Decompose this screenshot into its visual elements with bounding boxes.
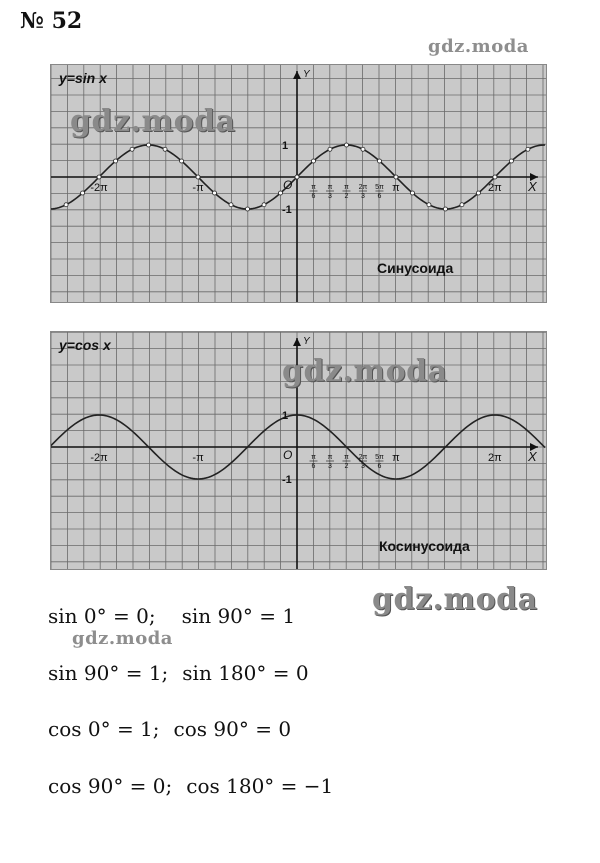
x-tick-label: π xyxy=(311,454,316,461)
x-axis-label: X xyxy=(528,179,537,194)
curve-point xyxy=(460,203,464,207)
origin-label: O xyxy=(283,178,293,192)
watermark-bottom: gdz.moda xyxy=(372,582,538,617)
x-tick-label: π xyxy=(344,454,349,461)
x-tick-label: 6 xyxy=(377,193,382,200)
curve-point xyxy=(64,203,68,207)
curve-point xyxy=(509,159,513,163)
x-tick-label: 6 xyxy=(311,193,316,200)
x-tick-label: π xyxy=(344,184,349,191)
curve-point xyxy=(163,147,167,151)
y-tick-label: -1 xyxy=(282,474,292,486)
x-tick-label: 6 xyxy=(377,463,382,470)
equation-text: cos 0° = 1; xyxy=(48,717,160,741)
chart-title: y=sin x xyxy=(59,70,107,86)
problem-number: № 52 xyxy=(20,8,83,34)
x-tick-label: 2π xyxy=(488,182,502,194)
sine-chart xyxy=(50,64,547,303)
equation-text: cos 180° = −1 xyxy=(186,774,334,798)
x-tick-label: 3 xyxy=(328,193,332,200)
chart-caption: Синусоида xyxy=(377,260,454,276)
curve-point xyxy=(180,159,184,163)
curve-point xyxy=(295,175,299,179)
curve-point xyxy=(394,175,398,179)
watermark-cosine: gdz.moda xyxy=(282,354,448,389)
sine-chart-svg xyxy=(51,65,546,302)
watermark-sine: gdz.moda xyxy=(70,104,236,139)
x-tick-label: 6 xyxy=(311,463,316,470)
equation-row-3 xyxy=(48,717,317,741)
curve-point xyxy=(97,175,101,179)
equation-text: cos 90° = 0; xyxy=(48,774,173,798)
curve-point xyxy=(130,147,134,151)
curve-point xyxy=(311,159,315,163)
equation-text: sin 0° = 0; xyxy=(48,604,156,628)
y-axis-arrow xyxy=(293,338,301,346)
equation-row-1 xyxy=(48,604,321,628)
x-tick-label: 2π xyxy=(358,454,368,461)
curve-point xyxy=(377,159,381,163)
equation-row-2 xyxy=(48,661,335,685)
x-tick-label: 2 xyxy=(344,463,349,470)
y-axis-label: Y xyxy=(303,336,310,347)
x-tick-label: π xyxy=(327,184,333,191)
chart-title: y=cos x xyxy=(59,337,111,353)
y-axis-label: Y xyxy=(303,69,310,80)
x-tick-label: π xyxy=(311,184,316,191)
curve-point xyxy=(114,159,118,163)
x-tick-label: π xyxy=(392,182,400,194)
curve-point xyxy=(476,191,480,195)
curve-point xyxy=(361,147,365,151)
curve-point xyxy=(328,147,332,151)
x-tick-label: 3 xyxy=(328,463,332,470)
x-tick-label: π xyxy=(327,454,333,461)
curve-point xyxy=(493,175,497,179)
x-tick-label: -2π xyxy=(90,452,108,464)
x-tick-label: -π xyxy=(192,182,204,194)
x-tick-label: -2π xyxy=(90,182,108,194)
curve-point xyxy=(213,191,217,195)
equation-text: sin 90° = 1 xyxy=(181,604,296,628)
equation-text: sin 90° = 1; xyxy=(48,661,169,685)
x-tick-label: 5π xyxy=(375,454,384,461)
x-tick-label: 2 xyxy=(344,193,349,200)
curve-point xyxy=(229,203,233,207)
curve-point xyxy=(196,175,200,179)
x-tick-label: 3 xyxy=(361,463,365,470)
watermark-top-right: gdz.moda xyxy=(428,36,529,57)
curve-point xyxy=(427,203,431,207)
curve-point xyxy=(526,147,530,151)
equation-text: sin 180° = 0 xyxy=(182,661,309,685)
x-tick-label: π xyxy=(392,452,400,464)
equation-text: cos 90° = 0 xyxy=(173,717,292,741)
curve-point xyxy=(147,143,151,147)
watermark-equations: gdz.moda xyxy=(72,628,173,649)
curve-point xyxy=(81,191,85,195)
origin-label: O xyxy=(283,448,293,462)
curve-point xyxy=(410,191,414,195)
equation-row-4 xyxy=(48,774,359,798)
x-axis-label: X xyxy=(528,449,537,464)
curve-point xyxy=(443,207,447,211)
x-tick-label: 5π xyxy=(375,184,384,191)
x-tick-label: 2π xyxy=(488,452,502,464)
y-tick-label: -1 xyxy=(282,204,292,216)
y-tick-label: 1 xyxy=(282,410,289,422)
chart-caption: Косинусоида xyxy=(379,538,470,554)
curve-point xyxy=(344,143,348,147)
curve-point xyxy=(246,207,250,211)
y-axis-arrow xyxy=(293,71,301,79)
x-tick-label: 2π xyxy=(358,184,368,191)
curve-point xyxy=(262,203,266,207)
x-tick-label: 3 xyxy=(361,193,365,200)
curve-point xyxy=(279,191,283,195)
y-tick-label: 1 xyxy=(282,140,289,152)
x-tick-label: -π xyxy=(192,452,204,464)
